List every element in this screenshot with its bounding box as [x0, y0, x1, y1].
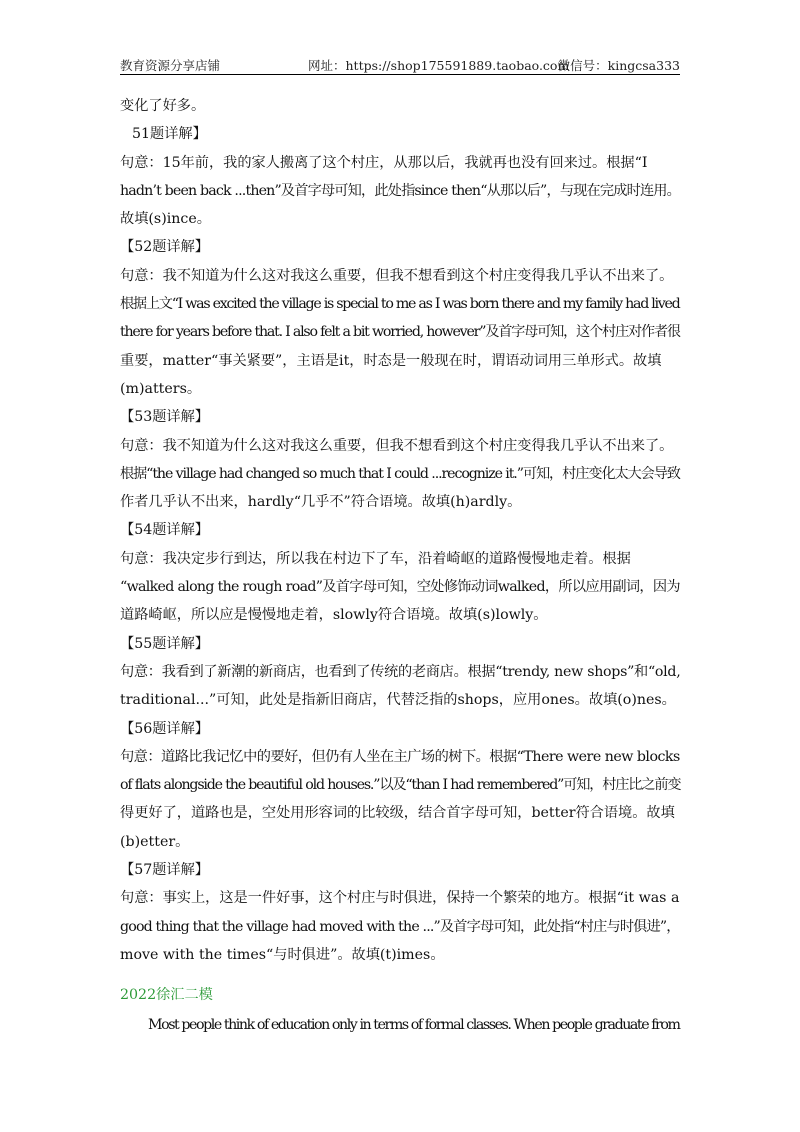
- text-line: 句意：我决定步行到达，所以我在村边下了车，沿着崎岖的道路慢慢地走着。根据: [120, 550, 631, 567]
- text-line: “walked along the rough road”及首字母可知，空处修饰动词walked，所以应用副词，因为: [120, 579, 680, 596]
- section-title: 2022徐汇二模: [120, 987, 213, 1003]
- text-line: 变化了好多。: [120, 98, 206, 114]
- text-line: 句意：事实上，这是一件好事，这个村庄与时俱进，保持一个繁荣的地方。根据“it was a: [120, 890, 680, 907]
- section-heading-51: 51题详解】: [132, 126, 207, 143]
- text-line: 句意：我看到了新潮的新商店，也看到了传统的老商店。根据“trendy, new shops”和“old,: [120, 663, 681, 680]
- text-line: hadn’t been back ...then”及首字母可知，此处指since then“从那以后”，与现在完成时连用。: [120, 182, 680, 199]
- section-heading-53: 【53题详解】: [120, 409, 209, 426]
- text-line: 句意：道路比我记忆中的要好，但仍有人坐在主广场的树下。根据“There were new blocks: [120, 748, 680, 765]
- header-wechat: 微信号：kingcsa333: [557, 58, 680, 73]
- answer-explanations: [120, 92, 680, 969]
- text-line: 重要，matter“事关紧要”，主语是it，时态是一般现在时，谓语动词用三单形式。故填: [120, 352, 662, 369]
- page-header: [120, 56, 680, 75]
- text-line: there for years before that. I also felt a bit worried, however”及首字母可知，这个村庄对作者很: [120, 324, 680, 341]
- text-line: 句意：我不知道为什么这对我这么重要，但我不想看到这个村庄变得我几乎认不出来了。: [120, 267, 674, 284]
- text-line: traditional...”可知，此处是指新旧商店，代替泛指的shops，应用ones。故填(o)nes。: [120, 692, 676, 709]
- text-line: 句意：我不知道为什么这对我这么重要，但我不想看到这个村庄变得我几乎认不出来了。: [120, 437, 674, 454]
- text-line: 道路崎岖，所以应是慢慢地走着，slowly符合语境。故填(s)lowly。: [120, 607, 548, 624]
- section-heading-52: 【52题详解】: [120, 239, 209, 256]
- section-heading-56: 【56题详解】: [120, 720, 209, 737]
- text-line: 句意：15年前，我的家人搬离了这个村庄，从那以后，我就再也没有回来过。根据“I: [120, 154, 648, 171]
- text-line: of flats alongside the beautiful old houses.”以及“than I had remembered”可知，村庄比之前变: [120, 777, 681, 794]
- text-line: 根据上文“I was excited the village is special to me as I was born there and my family had lived: [120, 296, 680, 313]
- text-line: (m)atters。: [120, 380, 202, 397]
- text-line: good thing that the village had moved with the ...”及首字母可知，此处指“村庄与时俱进”，: [120, 918, 680, 935]
- header-shop-name: 教育资源分享店铺: [120, 58, 221, 73]
- text-line: (b)etter。: [120, 833, 190, 850]
- text-line: 得更好了，道路也是，空处用形容词的比较级，结合首字母可知，better符合语境。故填: [120, 805, 675, 822]
- passage-paragraph: Most people think of education only in terms of formal classes. When people graduate from: [148, 1017, 680, 1033]
- text-line: 故填(s)ince。: [120, 211, 211, 228]
- header-url: 网址：https://shop175591889.taobao.com: [308, 58, 570, 73]
- text-line: 作者几乎认不出来，hardly“几乎不”符合语境。故填(h)ardly。: [120, 494, 522, 511]
- section-heading-55: 【55题详解】: [120, 635, 209, 652]
- text-line: move with the times“与时俱进”。故填(t)imes。: [120, 946, 445, 963]
- text-line: 根据“the village had changed so much that I could ...recognize it.”可知，村庄变化太大会导致: [120, 465, 680, 482]
- section-heading-54: 【54题详解】: [120, 522, 209, 539]
- section-heading-57: 【57题详解】: [120, 862, 209, 879]
